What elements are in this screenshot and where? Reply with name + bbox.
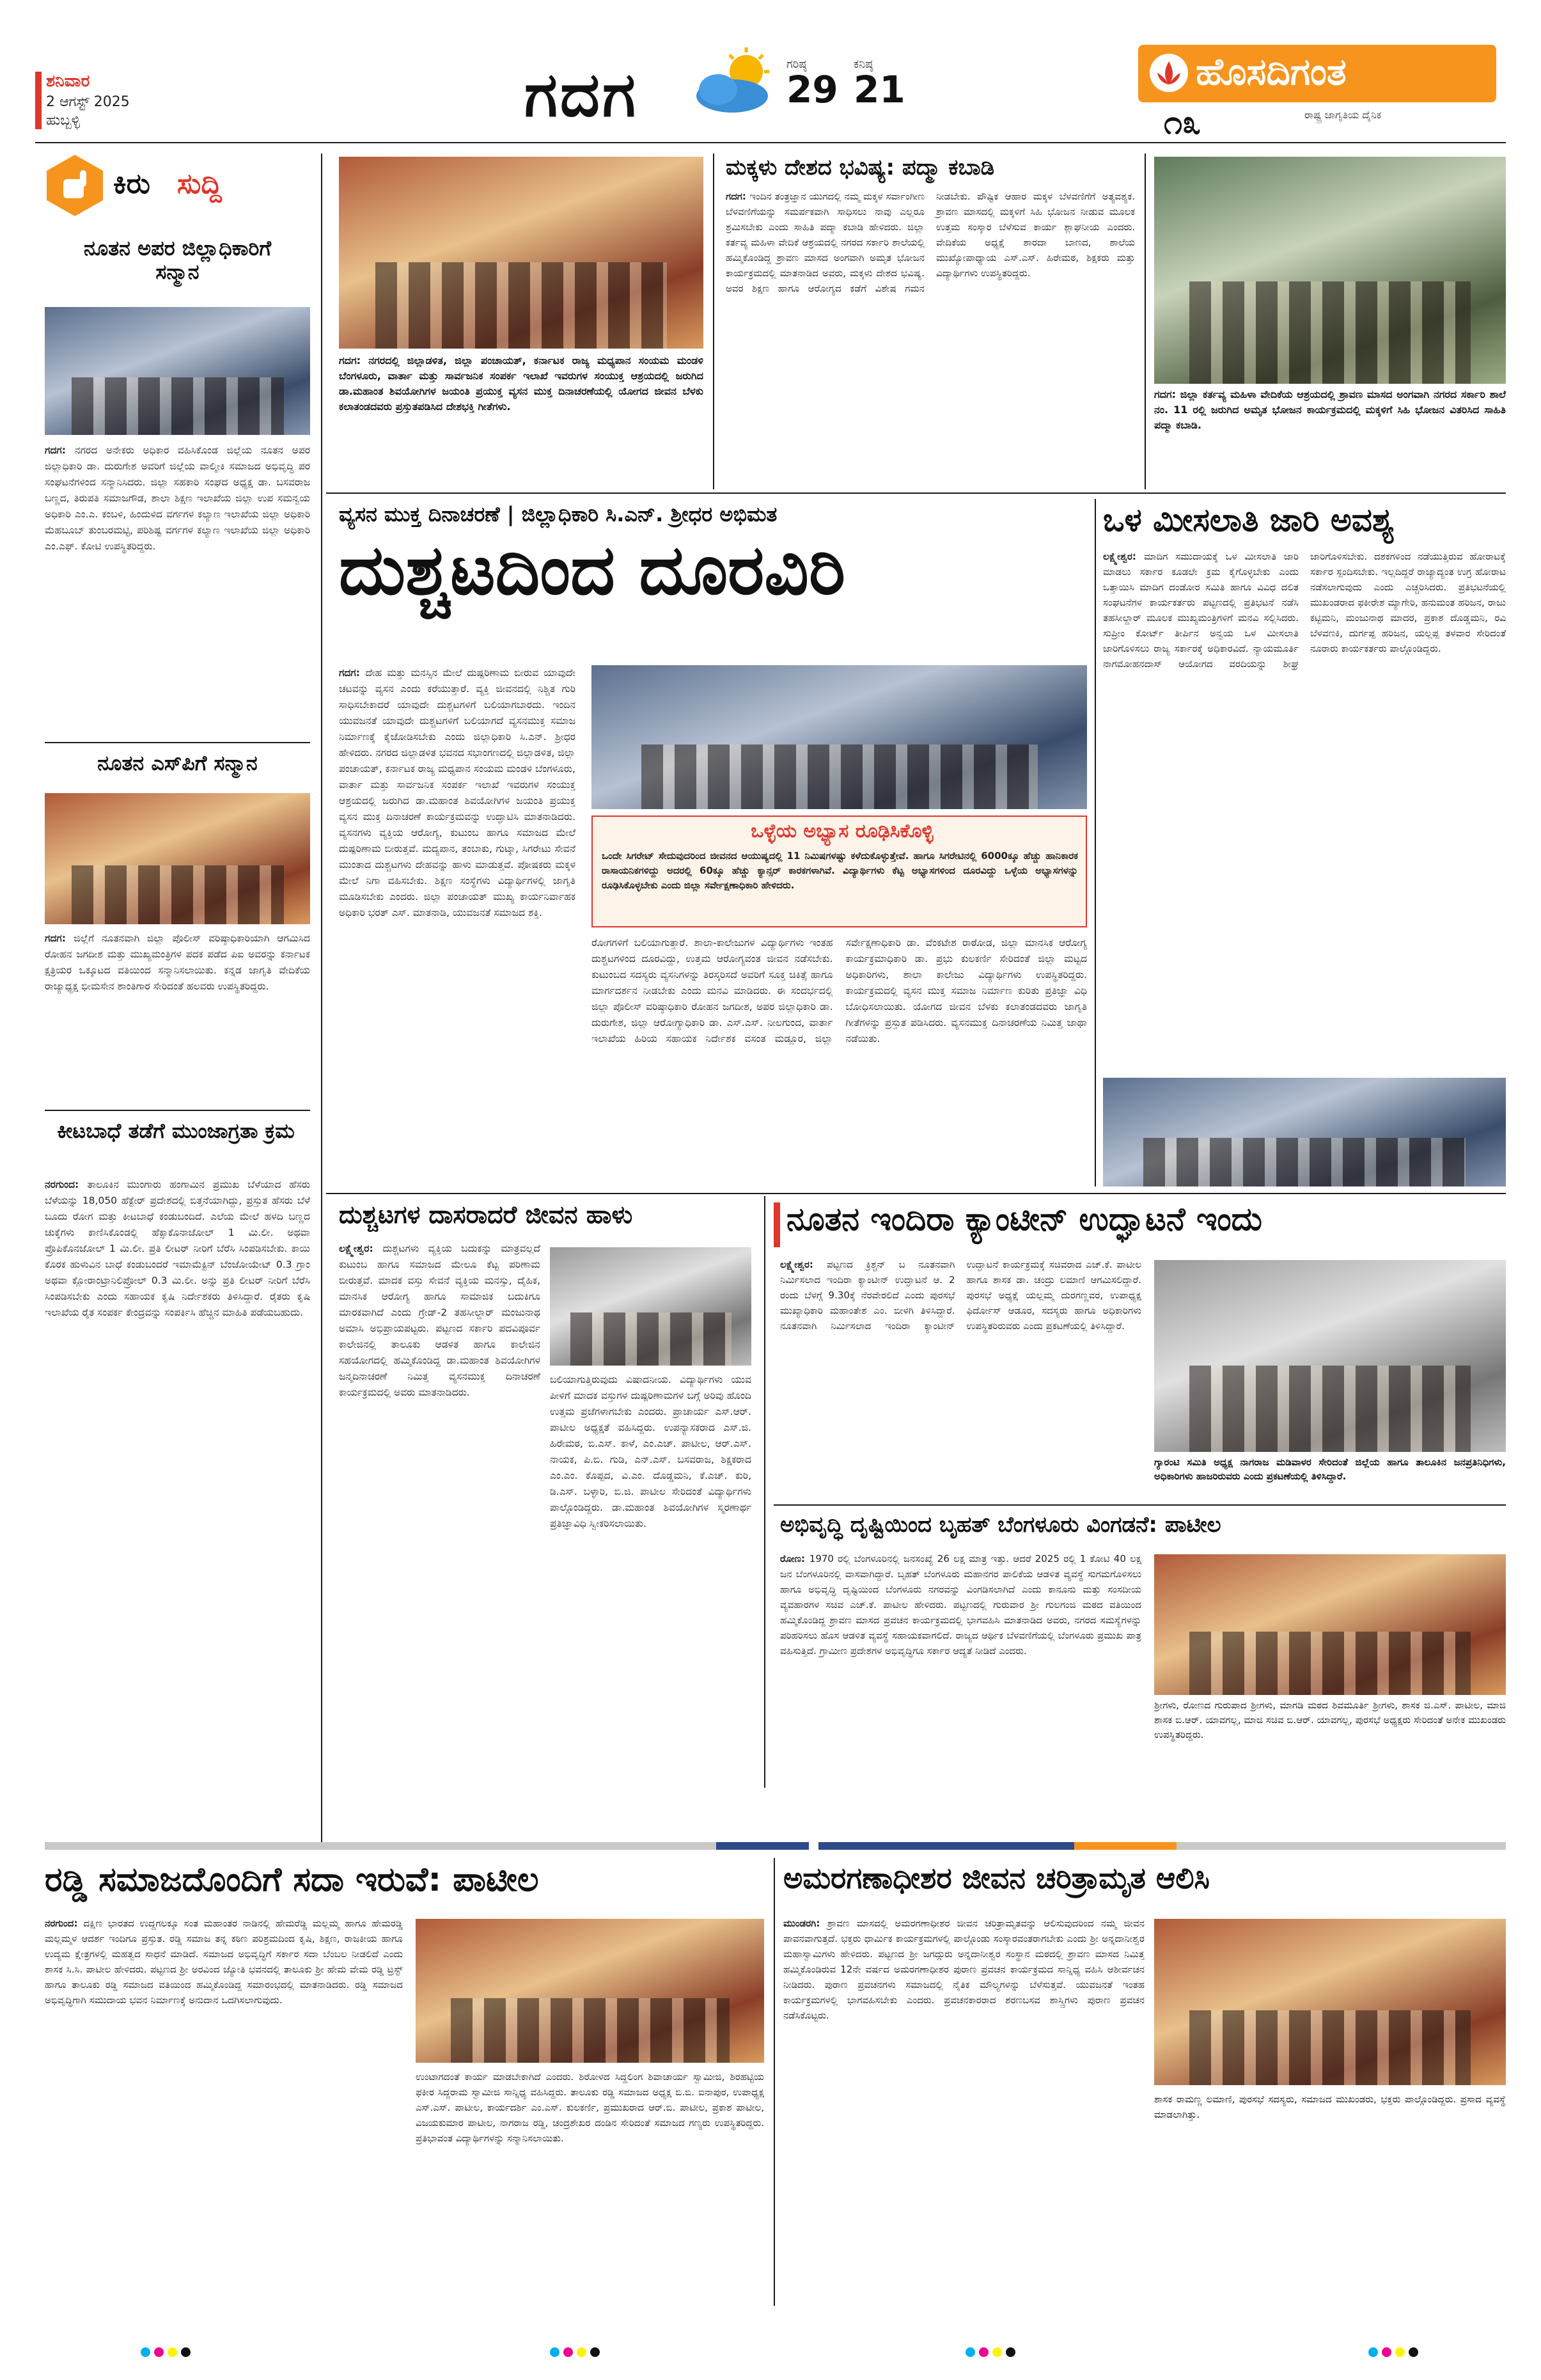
dateline: ನರಗುಂದ: (45, 1918, 84, 1929)
story-body: ದೇಹ ಮತ್ತು ಮನಸ್ಸಿನ ಮೇಲೆ ದುಷ್ಪರಿಣಾಮ ಬೀರುವ ಯಾವುದೇ ಚಟವನ್ನು ವ್ಯಸನ ಎಂದು ಕರೆಯುತ್ತಾರೆ. ವ್ಯಕ್ತಿ ಜೀವನದಲ್ಲಿ ನಿಶ್ಚಿತ ಗುರಿ ಸಾಧಿಸಬೇಕಾದರೆ ಯಾವುದೇ ದುಶ್ಚಟಗಳಿಗೆ ಬಲಿಯಾಗಬಾರದು. ಇಂದಿನ ಯುವಜನತೆ ಯಾವುದೇ ದುಶ್ಚಟಗಳಿಗೆ ಬಲಿಯಾಗದೆ ವ್ಯಸನಮುಕ್ತ ಸಮಾಜ ನಿರ್ಮಾಣಕ್ಕೆ ಕೈಜೋಡಿಸಬೇಕು ಎಂದು ಜಿಲ್ಲಾಧಿಕಾರಿ ಸಿ.ಎನ್. ಶ್ರೀಧರ ಹೇಳಿದರು. ನಗರದ ಜಿಲ್ಲಾಡಳಿತ ಭವನದ ಸಭಾಂಗಣದಲ್ಲಿ ಜಿಲ್ಲಾಡಳಿತ, ಜಿಲ್ಲಾ ಪಂಚಾಯತ್, ಕರ್ನಾಟಕ ರಾಜ್ಯ ಮಧ್ಯಪಾನ ಸಂಯಮ ಮಂಡಳಿ ಬೆಂಗಳೂರು, ವಾರ್ತಾ ಮತ್ತು ಸಾರ್ವಜನಿಕ ಸಂಪರ್ಕ ಇಲಾಖೆ ಇವರುಗಳ ಸಂಯುಕ್ತ ಆಶ್ರಯದಲ್ಲಿ ಜರುಗಿದ ಡಾ.ಮಹಾಂತ ಶಿವಯೋಗಿಗಳ ಜಯಂತಿ ಪ್ರಯುಕ್ತ ವ್ಯಸನ ಮುಕ್ತ ದಿನಾಚರಣೆ ಕಾರ್ಯಕ್ರಮವನ್ನು ಉದ್ಘಾಟಿಸಿ ಮಾತನಾಡಿದರು. ವ್ಯಸನಗಳು ವ್ಯಕ್ತಿಯ ಆರೋಗ್ಯ, ಕುಟುಂಬ ಹಾಗೂ ಸಮಾಜದ ಮೇಲೆ ದುಷ್ಪರಿಣಾಮ ಬೀರುತ್ತವೆ. ಮದ್ಯಪಾನ, ತಂಬಾಕು, ಗುಟ್ಕಾ, ಸಿಗರೇಟು ಸೇವನೆ ಮುಂತಾದ ದುಶ್ಚಟಗಳು ದೇಹವನ್ನು ಹಾಳು ಮಾಡುತ್ತವೆ. ಪೋಷಕರು ಮಕ್ಕಳ ಮೇಲೆ ನಿಗಾ ವಹಿಸಬೇಕು. ಶಿಕ್ಷಣ ಸಂಸ್ಥೆಗಳು ವಿದ್ಯಾರ್ಥಿಗಳಲ್ಲಿ ಜಾಗೃತಿ ಮೂಡಿಸಬೇಕು ಎಂದರು. ಜಿಲ್ಲಾ ಪಂಚಾಯತ್ ಮುಖ್ಯ ಕಾರ್ಯನಿರ್ವಾಹಕ ಅಧಿಕಾರಿ ಭರತ್ ಎಸ್. ಮಾತನಾಡಿ, ಯುವಜನತೆ ಸಮಾಜದ ಶಕ್ತಿ. (339, 667, 575, 918)
masthead-rule (35, 142, 1506, 143)
top-story-caption: ಗದಗ: ನಗರದಲ್ಲಿ ಜಿಲ್ಲಾಡಳಿತ, ಜಿಲ್ಲಾ ಪಂಚಾಯತ್, ಕರ್ನಾಟಕ ರಾಜ್ಯ ಮಧ್ಯಪಾನ ಸಂಯಮ ಮಂಡಳಿ ಬೆಂಗಳೂರು, ವಾರ್ತಾ ಮತ್ತು ಸಾರ್ವಜನಿಕ ಸಂಪರ್ಕ ಇಲಾಖೆ ಇವರುಗಳ ಸಂಯುಕ್ತ ಆಶ್ರಯದಲ್ಲಿ ಜರುಗಿದ ಡಾ.ಮಹಾಂತ ಶಿವಯೋಗಿಗಳ ಜಯಂತಿ ಪ್ರಯುಕ್ತ ವ್ಯಸನ ಮುಕ್ತ ದಿನಾಚರಣೆಯಲ್ಲಿ ಯೋಗದ ಜೀವನ ಬೆಳಕು ಕಲಾತಂಡದವರು ಪ್ರಸ್ತುತಪಡಿಸಿದ ದೇಶಭಕ್ತಿ ಗೀತೆಗಳು. (339, 354, 703, 413)
olameesalati-body (1103, 549, 1506, 1070)
kirusuddi-title-2: ನೂತನ ಎಸ್‌ಪಿಗೆ ಸನ್ಮಾನ (97, 751, 258, 775)
dateline: ಗದಗ: (45, 445, 75, 456)
column-divider (764, 1196, 765, 1788)
dateline: ಲಕ್ಷ್ಮೇಶ್ವರ: (1103, 551, 1145, 562)
story-body: ದುಶ್ಚಟಗಳು ವ್ಯಕ್ತಿಯ ಬದುಕನ್ನು ಮಾತ್ರವಲ್ಲದೆ ಕುಟುಂಬ ಹಾಗೂ ಸಮಾಜದ ಮೇಲೂ ಕೆಟ್ಟ ಪರಿಣಾಮ ಬೀರುತ್ತವೆ. ಮಾದಕ ವಸ್ತು ಸೇವನೆ ವ್ಯಕ್ತಿಯ ಮನಸ್ಸು, ದೈಹಿಕ, ಮಾನಸಿಕ ಆರೋಗ್ಯ ಹಾಗೂ ಸಾಮಾಜಿಕ ಬದುಕಿಗೂ ಮಾರಕವಾಗಿದೆ ಎಂದು ಗ್ರೇಡ್-2 ತಹಸೀಲ್ದಾರ್ ಮಂಜುನಾಥ ಅಮಾಸಿ ಅಭಿಪ್ರಾಯಪಟ್ಟರು. ಪಟ್ಟಣದ ಸರ್ಕಾರಿ ಪದವಿಪೂರ್ವ ಕಾಲೇಜಿನಲ್ಲಿ ತಾಲೂಕು ಆಡಳಿತ ಹಾಗೂ ಕಾಲೇಜಿನ ಸಹಯೋಗದಲ್ಲಿ ಹಮ್ಮಿಕೊಂಡಿದ್ದ ಡಾ.ಮಹಾಂತ ಶಿವಯೋಗಿಗಳ ಜನ್ಮದಿನಾಚರಣೆ ನಿಮಿತ್ತ ವ್ಯಸನಮುಕ್ತ ದಿನಾಚರಣೆ ಕಾರ್ಯಕ್ರಮದಲ್ಲಿ ಅವರು ಮಾತನಾಡಿದರು. (339, 1243, 540, 1398)
divider (45, 742, 310, 743)
canteen-title: ನೂತನ ಇಂದಿರಾ ಕ್ಯಾಂಟೀನ್ ಉದ್ಘಾಟನೆ ಇಂದು (786, 1201, 1262, 1238)
kirusuddi-column (35, 154, 320, 1855)
hand-icon (43, 154, 107, 217)
infobox-body: ಒಂದೇ ಸಿಗರೇಟ್ ಸೇದುವುದರಿಂದ ಜೀವನದ ಆಯುಷ್ಯದಲ್ಲಿ 11 ನಿಮಿಷಗಳಷ್ಟು ಕಳೆದುಕೊಳ್ಳುತ್ತೇವೆ. ಹಾಗೂ ಸಿಗರೇಟಿನಲ್ಲಿ 6000ಕ್ಕೂ ಹೆಚ್ಚು ಹಾನಿಕಾರಕ ರಾಸಾಯನಿಕಗಳಿದ್ದು ಅದರಲ್ಲಿ 60ಕ್ಕೂ ಹೆಚ್ಚು ಕ್ಯಾನ್ಸರ್ ಕಾರಕಗಳಾಗಿವೆ. ವಿದ್ಯಾರ್ಥಿಗಳು ಕೆಟ್ಟ ಅಭ್ಯಾಸಗಳಿಂದ ದೂರವಿದ್ದು ಒಳ್ಳೆಯ ಅಭ್ಯಾಸಗಳನ್ನು ರೂಢಿಸಿಕೊಳ್ಳಬೇಕು ಎಂದು ಜಿಲ್ಲಾ ಸರ್ವೇಕ್ಷಣಾಧಿಕಾರಿ ಹೇಳಿದರು. (602, 850, 1078, 891)
dateline: ಲಕ್ಷ್ಮೇಶ್ವರ: (339, 1243, 383, 1254)
story-body: ರೋಗಗಳಿಗೆ ಬಲಿಯಾಗುತ್ತಾರೆ. ಶಾಲಾ-ಕಾಲೇಜುಗಳ ವಿದ್ಯಾರ್ಥಿಗಳು ಇಂತಹ ದುಶ್ಚಟಗಳಿಂದ ದೂರವಿದ್ದು, ಉತ್ತಮ ಆರೋಗ್ಯವಂತ ಜೀವನ ನಡೆಸಬೇಕು. ಕುಟುಂಬದ ಸದಸ್ಯರು ವ್ಯಸನಿಗಳನ್ನು ತಿರಸ್ಕರಿಸದೆ ಅವರಿಗೆ ಸೂಕ್ತ ಚಿಕಿತ್ಸೆ ಹಾಗೂ ಮಾರ್ಗದರ್ಶನ ನೀಡಬೇಕು ಎಂದು ಮನವಿ ಮಾಡಿದರು. ಈ ಸಂದರ್ಭದಲ್ಲಿ ಜಿಲ್ಲಾ ಪೊಲೀಸ್ ವರಿಷ್ಠಾಧಿಕಾರಿ ರೋಹನ ಜಗದೀಶ, ಅಪರ ಜಿಲ್ಲಾಧಿಕಾರಿ ಡಾ. ದುರುಗೇಶ, ಜಿಲ್ಲಾ ಆರೋಗ್ಯಾಧಿಕಾರಿ ಡಾ. ಎಸ್.ಎಸ್. ನೀಲಗುಂದ, ವಾರ್ತಾ ಇಲಾಖೆಯ ಹಿರಿಯ ಸಹಾಯಕ ನಿರ್ದೇಶಕ ವಸಂತ ಮಡ್ಲೂರ, ಜಿಲ್ಲಾ ಸರ್ವೇಕ್ಷಣಾಧಿಕಾರಿ ಡಾ. ವೆಂಕಟೇಶ ರಾಠೋಡ, ಜಿಲ್ಲಾ ಮಾನಸಿಕ ಆರೋಗ್ಯ ಕಾರ್ಯಕ್ರಮಾಧಿಕಾರಿ ಡಾ. ಪ್ರಭು ಕುಲಕರ್ಣಿ ಸೇರಿದಂತೆ ಜಿಲ್ಲಾ ಮಟ್ಟದ ಅಧಿಕಾರಿಗಳು, ಶಾಲಾ ಕಾಲೇಜು ವಿದ್ಯಾರ್ಥಿಗಳು ಉಪಸ್ಥಿತರಿದ್ದರು. ಕಾರ್ಯಕ್ರಮದಲ್ಲಿ ವ್ಯಸನ ಮುಕ್ತ ಸಮಾಜ ನಿರ್ಮಾಣ ಕುರಿತು ಪ್ರತಿಜ್ಞಾ ವಿಧಿ ಬೋಧಿಸಲಾಯಿತು. ಯೋಗದ ಜೀವನ ಬೆಳಕು ಕಲಾತಂಡದವರು ಜಾಗೃತಿ ಗೀತೆಗಳನ್ನು ಪ್ರಸ್ತುತ ಪಡಿಸಿದರು. ವ್ಯಸನಮುಕ್ತ ದಿನಾಚರಣೆಯ ನಿಮಿತ್ತ ಜಾಥಾ ನಡೆಯಿತು. (591, 937, 1087, 1044)
max-temp: 29 (786, 68, 838, 111)
reddi-title: ರಡ್ಡಿ ಸಮಾಜದೊಂದಿಗೆ ಸದಾ ಇರುವೆ: ಪಾಟೀಲ (45, 1861, 539, 1899)
dushchata-col-1 (339, 1241, 540, 1785)
bengaluru-body (780, 1551, 1141, 1788)
min-temp-block (854, 58, 911, 111)
registration-dots-center-left (550, 2347, 600, 2357)
olameesalati-title: ಒಳ ಮೀಸಲಾತಿ ಜಾರಿ ಅವಶ್ಯ (1103, 501, 1395, 539)
page-number: ೧೩ (1164, 104, 1201, 142)
canteen-accent (774, 1202, 780, 1247)
registration-dots-left (141, 2347, 191, 2357)
canteen-photo (1154, 1260, 1506, 1452)
registration-dots-right (1368, 2347, 1418, 2357)
bengaluru-photo (1154, 1554, 1506, 1695)
brand-logo (1138, 45, 1496, 141)
dateline: ಗದಗ: (45, 933, 74, 944)
reddi-col-1 (45, 1916, 403, 2306)
story-body: ನಗರದ ಅನೇಕರು ಅಧಿಕಾರ ವಹಿಸಿಕೊಂಡ ಜಿಲ್ಲೆಯ ನೂತನ ಅಪರ ಜಿಲ್ಲಾಧಿಕಾರಿ ಡಾ. ದುರುಗೇಶ ಅವರಿಗೆ ಜಿಲ್ಲೆಯ ವಾಲ್ಮೀಕಿ ಸಮಾಜದ ಅಭಿವೃದ್ಧಿ ಪರ ಸಂಘಟನೆಗಳಿಂದ ಸನ್ಮಾನಿಸಿದರು. ಜಿಲ್ಲಾ ಸಹಕಾರಿ ಸಂಘದ ಅಧ್ಯಕ್ಷ ಡಾ. ಬಸವರಾಜ ಬಣ್ಣದ, ತಿರುಪತಿ ಸಮಾಜಗೌಡ, ಶಾಲಾ ಶಿಕ್ಷಣ ಇಲಾಖೆಯ ಜಿಲ್ಲಾ ಉಪ ಸಮನ್ವಯ ಅಧಿಕಾರಿ ಎಂ.ಎ. ಕಂಬಳಿ, ಹಿಂದುಳಿದ ವರ್ಗಗಳ ಕಲ್ಯಾಣ ಇಲಾಖೆಯ ಜಿಲ್ಲಾ ಅಧಿಕಾರಿ ಮೆಹಬೂಬ್ ತುಂಬರಮಟ್ಟಿ, ಪರಿಶಿಷ್ಟ ವರ್ಗಗಳ ಕಲ್ಯಾಣ ಇಲಾಖೆಯ ಜಿಲ್ಲಾ ಅಧಿಕಾರಿ ಎಂ.ಎಫ್. ಕೋಟಿ ಉಪಸ್ಥಿತರಿದ್ದರು. (45, 445, 310, 552)
bengaluru-title: ಅಭಿವೃದ್ಧಿ ದೃಷ್ಟಿಯಿಂದ ಬೃಹತ್ ಬೆಂಗಳೂರು ವಿಂಗಡನೆ: ಪಾಟೀಲ (780, 1512, 1221, 1538)
section-rule (326, 1193, 1506, 1194)
column-divider (774, 1858, 775, 2306)
olameesalati-photo (1103, 1078, 1506, 1186)
top-story-photo (339, 157, 703, 349)
story-body: ಮಾದಿಗ ಸಮುದಾಯಕ್ಕೆ ಒಳ ಮೀಸಲಾತಿ ಜಾರಿ ಮಾಡಲು ಸರ್ಕಾರ ಕೂಡಲೇ ಕ್ರಮ ಕೈಗೊಳ್ಳಬೇಕು ಎಂದು ಒತ್ತಾಯಿಸಿ ಮಾದಿಗ ದಂಡೋರ ಸಮಿತಿ ಹಾಗೂ ವಿವಿಧ ದಲಿತ ಸಂಘಟನೆಗಳ ಕಾರ್ಯಕರ್ತರು ಪಟ್ಟಣದಲ್ಲಿ ಪ್ರತಿಭಟನೆ ನಡೆಸಿ ತಹಸೀಲ್ದಾರ್ ಮೂಲಕ ಮುಖ್ಯಮಂತ್ರಿಗಳಿಗೆ ಮನವಿ ಸಲ್ಲಿಸಿದರು. ಸುಪ್ರೀಂ ಕೋರ್ಟ್ ತೀರ್ಪಿನ ಅನ್ವಯ ಒಳ ಮೀಸಲಾತಿ ಜಾರಿಗೊಳಿಸಲು ರಾಜ್ಯ ಸರ್ಕಾರಕ್ಕೆ ಅಧಿಕಾರವಿದೆ. ನ್ಯಾಯಮೂರ್ತಿ ನಾಗಮೋಹನದಾಸ್ ಆಯೋಗದ ವರದಿಯನ್ನು ಶೀಘ್ರ ಜಾರಿಗೊಳಿಸಬೇಕು. ದಶಕಗಳಿಂದ ನಡೆಯುತ್ತಿರುವ ಹೋರಾಟಕ್ಕೆ ಸರ್ಕಾರ ಸ್ಪಂದಿಸಬೇಕು. ಇಲ್ಲದಿದ್ದರೆ ರಾಜ್ಯಾದ್ಯಂತ ಉಗ್ರ ಹೋರಾಟ ನಡೆಸಲಾಗುವುದು ಎಂದು ಎಚ್ಚರಿಸಿದರು. ಪ್ರತಿಭಟನೆಯಲ್ಲಿ ಮುಖಂಡರಾದ ಫಕೀರೇಶ ಮ್ಯಾಗೇರಿ, ಹನುಮಂತ ಹರಿಜನ, ರಾಜು ಕಟ್ಟಿಮನಿ, ಮಂಜುನಾಥ ಮಾದರ, ಪ್ರಕಾಶ ದೊಡ್ಡಮನಿ, ರವಿ ಬೆಳವಣಕಿ, ದುರ್ಗಪ್ಪ ಹರಿಜನ, ಯಲ್ಲಪ್ಪ ತಳವಾರ ಸೇರಿದಂತೆ ನೂರಾರು ಕಾರ್ಯಕರ್ತರು ಪಾಲ್ಗೊಂಡಿದ್ದರು. (1103, 551, 1506, 670)
accent-bar-left (35, 72, 42, 129)
kirusuddi-photo-1 (45, 307, 310, 435)
reddi-col-2 (416, 2069, 764, 2306)
lead-col-1 (339, 665, 575, 1186)
kirusuddi-badge (43, 154, 305, 217)
kirusuddi-title-1: ನೂತನ ಅಪರ ಜಿಲ್ಲಾಧಿಕಾರಿಗೆ ಸನ್ಮಾನ (84, 236, 271, 284)
weather-icon (687, 45, 783, 122)
infobox-title: ಒಳ್ಳೆಯ ಅಭ್ಯಾಸ ರೂಢಿಸಿಕೊಳ್ಳಿ (751, 820, 934, 842)
date-label: 2 ಆಗಸ್ಟ್ 2025 (46, 94, 130, 110)
registration-dots-center-right (966, 2347, 1015, 2357)
kabadi-title: ಮಕ್ಕಳು ದೇಶದ ಭವಿಷ್ಯ: ಪದ್ಮಾ ಕಬಾಡಿ (726, 155, 995, 180)
section-title: ಗದಗ (524, 59, 638, 130)
kabadi-body (726, 189, 1135, 489)
dushchata-photo (550, 1247, 751, 1366)
dushchata-title: ದುಶ್ಚಟಗಳ ದಾಸರಾದರೆ ಜೀವನ ಹಾಳು (339, 1201, 633, 1229)
story-body: ಉಂಟಾಗದಂತೆ ಕಾರ್ಯ ಮಾಡಬೇಕಾಗಿದೆ ಎಂದರು. ಶಿರೋಳದ ಸಿದ್ದಲಿಂಗ ಶಿವಾಚಾರ್ಯ ಸ್ವಾಮೀಜಿ, ಶಿರಹಟ್ಟಿಯ ಫಕೀರ ಸಿದ್ದರಾಮ ಸ್ವಾಮೀಜಿ ಸಾನ್ನಿಧ್ಯ ವಹಿಸಿದ್ದರು. ತಾಲೂಕು ರಡ್ಡಿ ಸಮಾಜದ ಅಧ್ಯಕ್ಷ ಬಿ.ಬಿ. ಐನಾಪುರ, ಉಪಾಧ್ಯಕ್ಷ ಎಸ್.ಎಸ್. ಪಾಟೀಲ, ಕಾರ್ಯದರ್ಶಿ ಎಂ.ಎಸ್. ಕುಲಕರ್ಣಿ, ಪ್ರಮುಖರಾದ ಆರ್.ಬಿ. ಪಾಟೀಲ, ಪ್ರಕಾಶ ಪಾಟೀಲ, ವಿಜಯಕುಮಾರ ಪಾಟೀಲ, ನಾಗರಾಜ ರಡ್ಡಿ, ಚಂದ್ರಶೇಖರ ದಂಡಿನ ಸೇರಿದಂತೆ ಸಮಾಜದ ಗಣ್ಯರು ಉಪಸ್ಥಿತರಿದ್ದರು. ಪ್ರತಿಭಾವಂತ ವಿದ್ಯಾರ್ಥಿಗಳನ್ನು ಸನ್ಮಾನಿಸಲಾಯಿತು. (416, 2071, 764, 2144)
day-label: ಶನಿವಾರ (46, 72, 90, 91)
amaraganadheeshwara-photo (1154, 1919, 1506, 2085)
color-bar (45, 1842, 1506, 1850)
max-temp-block (786, 58, 844, 111)
column-divider (1145, 154, 1146, 489)
dateline: ನರಗುಂದ: (45, 1179, 88, 1190)
story-body: ಇಂದಿನ ತಂತ್ರಜ್ಞಾನ ಯುಗದಲ್ಲಿ ನಮ್ಮ ಮಕ್ಕಳ ಸರ್ವಾಂಗೀಣ ಬೆಳವಣಿಗೆಯನ್ನು ಸಮರ್ಪಕವಾಗಿ ಸಾಧಿಸಲು ನಾವು ಎಲ್ಲರೂ ಶ್ರಮಿಸಬೇಕು ಎಂದು ಸಾಹಿತಿ ಪದ್ಮಾ ಕಬಾಡಿ ಹೇಳಿದರು. ಜಿಲ್ಲಾ ಕರ್ತವ್ಯ ಮಹಿಳಾ ವೇದಿಕೆ ಆಶ್ರಯದಲ್ಲಿ ನಗರದ ಸರ್ಕಾರಿ ಶಾಲೆಯಲ್ಲಿ ಹಮ್ಮಿಕೊಂಡಿದ್ದ ಶ್ರಾವಣ ಮಾಸದ ಅಂಗವಾಗಿ ಅಮೃತ ಭೋಜನ ಕಾರ್ಯಕ್ರಮದಲ್ಲಿ ಮಾತನಾಡಿದ ಅವರು, ಮಕ್ಕಳು ದೇಶದ ಭವಿಷ್ಯ. ಅವರ ಶಿಕ್ಷಣ ಹಾಗೂ ಆರೋಗ್ಯದ ಕಡೆಗೆ ವಿಶೇಷ ಗಮನ ನೀಡಬೇಕು. ಪೌಷ್ಟಿಕ ಆಹಾರ ಮಕ್ಕಳ ಬೆಳವಣಿಗೆಗೆ ಅತ್ಯವಶ್ಯಕ. ಶ್ರಾವಣ ಮಾಸದಲ್ಲಿ ಮಕ್ಕಳಿಗೆ ಸಿಹಿ ಭೋಜನ ನೀಡುವ ಮೂಲಕ ಉತ್ತಮ ಸಂಸ್ಕಾರ ಬೆಳೆಸುವ ಕಾರ್ಯ ಶ್ಲಾಘನೀಯ ಎಂದರು. ವೇದಿಕೆಯ ಅಧ್ಯಕ್ಷೆ ಶಾರದಾ ಬಾಣದ, ಶಾಲೆಯ ಮುಖ್ಯೋಪಾಧ್ಯಾಯ ಎಸ್.ಎಸ್. ಹಿರೇಮಠ, ಶಿಕ್ಷಕರು ಮತ್ತು ವಿದ್ಯಾರ್ಥಿಗಳು ಉಪಸ್ಥಿತರಿದ್ದರು. (726, 191, 1135, 294)
amaraganadheeshwara-body (783, 1916, 1145, 2306)
lotus-icon (1150, 54, 1188, 92)
kirusuddi-title-3: ಕೀಟಬಾಧೆ ತಡೆಗೆ ಮುಂಜಾಗ್ರತಾ ಕ್ರಮ (57, 1119, 295, 1143)
amaraganadheeshwara-caption: ಶಾಸಕ ರಾಮಣ್ಣ ಲಮಾಣಿ, ಪುರಸಭೆ ಸದಸ್ಯರು, ಸಮಾಜದ ಮುಖಂಡರು, ಭಕ್ತರು ಪಾಲ್ಗೊಂಡಿದ್ದರು. ಪ್ರಸಾದ ವ್ಯವಸ್ಥೆ ಮಾಡಲಾಗಿತ್ತು. (1154, 2093, 1506, 2120)
max-label: ಗರಿಷ್ಠ (786, 58, 807, 71)
story-body: ತಾಲೂಕಿನ ಮುಂಗಾರು ಹಂಗಾಮಿನ ಪ್ರಮುಖ ಬೆಳೆಯಾದ ಹೆಸರು ಬೆಳೆಯನ್ನು 18,050 ಹೆಕ್ಟೇರ್ ಪ್ರದೇಶದಲ್ಲಿ ಬಿತ್ತನೆಯಾಗಿದ್ದು, ಪ್ರಸ್ತುತ ಹೆಸರು ಬೆಳೆ ಬೂದು ರೋಗ ಮತ್ತು ಕೀಟಬಾಧೆ ಕಂಡುಬಂದಿದೆ. ಎಲೆಯ ಮೇಲೆ ಹಳದಿ ಬಣ್ಣದ ಚುಕ್ಕೆಗಳು ಕಾಣಿಸಿಕೊಂಡಲ್ಲಿ ಹೆಕ್ಸಾಕೊನಾಜೋಲ್ 1 ಮಿ.ಲೀ. ಅಥವಾ ಪ್ರೊಪಿಕೊನಜೋಲ್ 1 ಮಿ.ಲೀ. ಪ್ರತಿ ಲೀಟರ್ ನೀರಿಗೆ ಬೆರೆಸಿ ಸಿಂಪಡಿಸಬೇಕು. ಕಾಯಿ ಕೊರಕ ಹುಳುವಿನ ಬಾಧೆ ಕಂಡುಬಂದರೆ ಇಮಾಮೆಕ್ಟಿನ್ ಬೆಂಜೋಯೇಟ್ 0.3 ಗ್ರಾಂ ಅಥವಾ ಕ್ಲೋರಾಂಟ್ರಾನಿಲಿಪ್ರೋಲ್ 0.3 ಮಿ.ಲೀ. ಅನ್ನು ಪ್ರತಿ ಲೀಟರ್ ನೀರಿಗೆ ಬೆರೆಸಿ ಸಿಂಪಡಿಸಬೇಕು ಎಂದು ಸಹಾಯಕ ಕೃಷಿ ನಿರ್ದೇಶಕರು ತಿಳಿಸಿದ್ದಾರೆ. ರೈತರು ಕೃಷಿ ಇಲಾಖೆಯ ರೈತ ಸಂಪರ್ಕ ಕೇಂದ್ರವನ್ನು ಸಂಪರ್ಕಿಸಿ ಹೆಚ್ಚಿನ ಮಾಹಿತಿ ಪಡೆಯಬಹುದು. (45, 1179, 310, 1318)
lead-kicker: ವ್ಯಸನ ಮುಕ್ತ ದಿನಾಚರಣೆ | ಜಿಲ್ಲಾಧಿಕಾರಿ ಸಿ.ಎನ್. ಶ್ರೀಧರ ಅಭಿಮತ (339, 502, 778, 526)
kiru-label: ಕಿರು (113, 168, 150, 200)
school-photo (1154, 157, 1506, 384)
city-label: ಹುಬ್ಬಳ್ಳಿ (46, 113, 81, 129)
dateline: ಗದಗ: (726, 191, 750, 202)
kirusuddi-body-2 (45, 931, 310, 1103)
story-body: ದಕ್ಷಿಣ ಭಾರತದ ಉದ್ದಗಲಕ್ಕೂ ಸಂತ ಮಹಾಂತರ ನಾಡಿನಲ್ಲಿ ಹೇಮರೆಡ್ಡಿ ಮಲ್ಲಮ್ಮ ಹಾಗೂ ಹೇಮರಡ್ಡಿ ಮಲ್ಲಮ್ಮಳ ಆದರ್ಶ ಇಂದಿಗೂ ಪ್ರಸ್ತುತ. ರಡ್ಡಿ ಸಮಾಜ ತನ್ನ ಕಠಿಣ ಪರಿಶ್ರಮದಿಂದ ಕೃಷಿ, ಶಿಕ್ಷಣ, ರಾಜಕೀಯ ಹಾಗೂ ಉದ್ಯಮ ಕ್ಷೇತ್ರಗಳಲ್ಲಿ ಮಹತ್ವದ ಸಾಧನೆ ಮಾಡಿದೆ. ಸಮಾಜದ ಅಭಿವೃದ್ಧಿಗೆ ಸರ್ಕಾರ ಸದಾ ಬೆಂಬಲ ನೀಡಲಿದೆ ಎಂದು ಶಾಸಕ ಸಿ.ಸಿ. ಪಾಟೀಲ ಹೇಳಿದರು. ಪಟ್ಟಣದ ಶ್ರೀ ಅರವಿಂದ ಜ್ಯೋತಿ ಭವನದಲ್ಲಿ ತಾಲೂಕು ಶ್ರೀ ಹೇಮ ವೇಮ ರಡ್ಡಿ ಟ್ರಸ್ಟ್ ಹಾಗೂ ತಾಲೂಕು ರಡ್ಡಿ ಸಮಾಜದ ವತಿಯಿಂದ ಹಮ್ಮಿಕೊಂಡಿದ್ದ ಸಮಾರಂಭದಲ್ಲಿ ಮಾತನಾಡಿದರು. ರಡ್ಡಿ ಸಮಾಜದ ಅಭಿವೃದ್ಧಿಗಾಗಿ ಸಮುದಾಯ ಭವನ ನಿರ್ಮಾಣಕ್ಕೆ ಅನುದಾನ ಒದಗಿಸಲಾಗುವುದು. (45, 1918, 403, 2006)
story-body: 1970 ರಲ್ಲಿ ಬೆಂಗಳೂರಿನಲ್ಲಿ ಜನಸಂಖ್ಯೆ 26 ಲಕ್ಷ ಮಾತ್ರ ಇತ್ತು. ಆದರೆ 2025 ರಲ್ಲಿ 1 ಕೋಟಿ 40 ಲಕ್ಷ ಜನ ಬೆಂಗಳೂರಿನಲ್ಲಿ ವಾಸವಾಗಿದ್ದಾರೆ. ಬೃಹತ್ ಬೆಂಗಳೂರು ಮಹಾನಗರ ಪಾಲಿಕೆಯ ಆಡಳಿತ ವ್ಯವಸ್ಥೆ ಸುಗಮಗೊಳಿಸಲು ಹಾಗೂ ಅಭಿವೃದ್ಧಿ ದೃಷ್ಟಿಯಿಂದ ಬೆಂಗಳೂರು ನಗರವನ್ನು ವಿಂಗಡಿಸಲಾಗಿದೆ ಎಂದು ಕಾನೂನು ಮತ್ತು ಸಂಸದೀಯ ವ್ಯವಹಾರಗಳ ಸಚಿವ ಎಚ್.ಕೆ. ಪಾಟೀಲ ಹೇಳಿದರು. ಪಟ್ಟಣದಲ್ಲಿ ಗುರುವಾರ ಶ್ರೀ ಗುಲಗಂಜಿ ಮಠದ ವತಿಯಿಂದ ಹಮ್ಮಿಕೊಂಡಿದ್ದ ಶ್ರಾವಣ ಮಾಸದ ಪ್ರವಚನ ಕಾರ್ಯಕ್ರಮದಲ್ಲಿ ಭಾಗವಹಿಸಿ ಮಾತನಾಡಿದ ಅವರು, ನಗರದ ಸಮಸ್ಯೆಗಳನ್ನು ಪರಿಹರಿಸಲು ಹೊಸ ಆಡಳಿತ ವ್ಯವಸ್ಥೆ ಸಹಾಯಕವಾಗಲಿದೆ. ರಾಜ್ಯದ ಆರ್ಥಿಕ ಬೆಳವಣಿಗೆಯಲ್ಲಿ ಬೆಂಗಳೂರು ಪ್ರಮುಖ ಪಾತ್ರ ವಹಿಸುತ್ತಿದೆ. ಗ್ರಾಮೀಣ ಪ್ರದೇಶಗಳ ಅಭಿವೃದ್ಧಿಗೂ ಸರ್ಕಾರ ಆದ್ಯತೆ ನೀಡಿದೆ ಎಂದರು. (780, 1553, 1141, 1657)
canteen-body (780, 1257, 1141, 1493)
story-body: ಜಿಲ್ಲೆಗೆ ನೂತನವಾಗಿ ಜಿಲ್ಲಾ ಪೊಲೀಸ್ ವರಿಷ್ಠಾಧಿಕಾರಿಯಾಗಿ ಆಗಮಿಸಿದ ರೋಹನ ಜಗದೀಶ ಮತ್ತು ಮುಖ್ಯಮಂತ್ರಿಗಳ ಪದಕ ಪಡೆದ ಪಿಐ ಅವರನ್ನು ಕರ್ನಾಟಕ ಕ್ಷತ್ರಿಯರ ಒಕ್ಕೂಟದ ವತಿಯಿಂದ ಸನ್ಮಾನಿಸಲಾಯಿತು. ಕನ್ನಡ ಜಾಗೃತಿ ವೇದಿಕೆಯ ರಾಜ್ಯಾಧ್ಯಕ್ಷ ಭೀಮಸೇನ ಶಾಂತಿಗಾರ ಸೇರಿದಂತೆ ಹಲವರು ಉಪಸ್ಥಿತರಿದ್ದರು. (45, 933, 310, 992)
bengaluru-caption: ಶ್ರೀಗಳು, ರೋಣದ ಗುರುಪಾದ ಶ್ರೀಗಳು, ಮಾಗಡಿ ಮಠದ ಶಿವಮೂರ್ತಿ ಶ್ರೀಗಳು, ಶಾಸಕ ಜಿ.ಎಸ್. ಪಾಟೀಲ, ಮಾಜಿ ಶಾಸಕ ಬಿ.ಆರ್. ಯಾವಗಲ್ಲ, ಮಾಜಿ ಸಚಿವ ಬಿ.ಆರ್. ಯಾವಗಲ್ಲ, ಪುರಸಭೆ ಅಧ್ಯಕ್ಷರು ಸೇರಿದಂತೆ ಅನೇಕ ಮುಖಂಡರು ಉಪಸ್ಥಿತರಿದ್ದರು. (1154, 1699, 1506, 1740)
column-divider (713, 154, 714, 489)
school-caption: ಗದಗ: ಜಿಲ್ಲಾ ಕರ್ತವ್ಯ ಮಹಿಳಾ ವೇದಿಕೆಯ ಆಶ್ರಯದಲ್ಲಿ ಶ್ರಾವಣ ಮಾಸದ ಅಂಗವಾಗಿ ನಗರದ ಸರ್ಕಾರಿ ಶಾಲೆ ನಂ. 11 ರಲ್ಲಿ ಜರುಗಿದ ಅಮೃತ ಭೋಜನ ಕಾರ್ಯಕ್ರಮದಲ್ಲಿ ಮಕ್ಕಳಿಗೆ ಸಿಹಿ ಭೋಜನ ವಿತರಿಸಿದ ಸಾಹಿತಿ ಪದ್ಮಾ ಕಬಾಡಿ. (1154, 388, 1506, 431)
canteen-caption: ಗ್ಯಾರಂಟಿ ಸಮಿತಿ ಅಧ್ಯಕ್ಷ ನಾಗರಾಜ ಮಡಿವಾಳರ ಸೇರಿದಂತೆ ಜಿಲ್ಲೆಯ ಹಾಗೂ ತಾಲೂಕಿನ ಜನಪ್ರತಿನಿಧಿಗಳು, ಅಧಿಕಾರಿಗಳು ಹಾಜರಿರುವರು ಎಂದು ಪ್ರಕಟಣೆಯಲ್ಲಿ ತಿಳಿಸಿದ್ದಾರೆ. (1154, 1456, 1506, 1482)
story-body: ಬಲಿಯಾಗುತ್ತಿರುವುದು ವಿಷಾದನೀಯ. ವಿದ್ಯಾರ್ಥಿಗಳು ಯುವ ಪೀಳಿಗೆ ಮಾದಕ ವಸ್ತುಗಳ ದುಷ್ಪರಿಣಾಮಗಳ ಬಗ್ಗೆ ಅರಿವು ಹೊಂದಿ ಉತ್ತಮ ಪ್ರಜೆಗಳಾಗಬೇಕು ಎಂದರು. ಪ್ರಾಚಾರ್ಯ ಎಸ್.ಆರ್. ಪಾಟೀಲ ಅಧ್ಯಕ್ಷತೆ ವಹಿಸಿದ್ದರು. ಉಪನ್ಯಾಸಕರಾದ ಎಸ್.ಜಿ. ಹಿರೇಮಠ, ಬಿ.ಎಸ್. ಕಾಳೆ, ಎಂ.ಎಚ್. ಪಾಟೀಲ, ಆರ್.ಎಸ್. ನಾಯಕ, ಪಿ.ಬಿ. ಗುಡಿ, ಎನ್.ಎಸ್. ಬಸವರಾಜ, ಶಿಕ್ಷಕರಾದ ಎಂ.ಎಂ. ಕೊಪ್ಪದ, ವಿ.ಎಂ. ದೊಡ್ಡಮನಿ, ಕೆ.ಎಚ್. ಕುರಿ, ಡಿ.ಎಸ್. ಬಳ್ಳಾರಿ, ಬಿ.ಜಿ. ಪಾಟೀಲ ಸೇರಿದಂತೆ ವಿದ್ಯಾರ್ಥಿಗಳು ಪಾಲ್ಗೊಂಡಿದ್ದರು. ಡಾ.ಮಹಾಂತ ಶಿವಯೋಗಿಗಳ ಸ್ಮರಣಾರ್ಥ ಪ್ರತಿಜ್ಞಾವಿಧಿ ಸ್ವೀಕರಿಸಲಾಯಿತು. (550, 1374, 751, 1529)
story-body: ಶ್ರಾವಣ ಮಾಸದಲ್ಲಿ ಅಮರಗಣಾಧೀಶರ ಜೀವನ ಚರಿತ್ರಾಮೃತವನ್ನು ಆಲಿಸುವುದರಿಂದ ನಮ್ಮ ಜೀವನ ಪಾವನವಾಗುತ್ತದೆ. ಭಕ್ತರು ಧಾರ್ಮಿಕ ಕಾರ್ಯಕ್ರಮಗಳಲ್ಲಿ ಪಾಲ್ಗೊಂಡು ಸಂಸ್ಕಾರವಂತರಾಗಬೇಕು ಎಂದು ಶ್ರೀ ಅನ್ನದಾನೀಶ್ವರ ಮಹಾಸ್ವಾಮಿಗಳು ಹೇಳಿದರು. ಪಟ್ಟಣದ ಶ್ರೀ ಜಗದ್ಗುರು ಅನ್ನದಾನೀಶ್ವರ ಸಂಸ್ಥಾನ ಮಠದಲ್ಲಿ ಶ್ರಾವಣ ಮಾಸದ ನಿಮಿತ್ತ ಹಮ್ಮಿಕೊಂಡಿರುವ 12ನೇ ವರ್ಷದ ಅಮರಗಣಾಧೀಶರ ಪುರಾಣ ಪ್ರವಚನ ಕಾರ್ಯಕ್ರಮದ ಸಾನ್ನಿಧ್ಯ ವಹಿಸಿ ಆಶೀರ್ವಚನ ನೀಡಿದರು. ಪುರಾಣ ಪ್ರವಚನಗಳು ಸಮಾಜದಲ್ಲಿ ನೈತಿಕ ಮೌಲ್ಯಗಳನ್ನು ಬೆಳೆಸುತ್ತವೆ. ಯುವಜನತೆ ಇಂತಹ ಕಾರ್ಯಕ್ರಮಗಳಲ್ಲಿ ಭಾಗವಹಿಸಬೇಕು ಎಂದರು. ಪ್ರವಚನಕಾರರಾದ ಶರಣಬಸವ ಶಾಸ್ತ್ರಿಗಳು ಪುರಾಣ ಪ್ರವಚನ ನಡೆಸಿಕೊಟ್ಟರು. (783, 1918, 1145, 2021)
suddi-label: ಸುದ್ದಿ (177, 168, 222, 200)
section-rule (774, 1504, 1506, 1506)
kirusuddi-body-3 (45, 1177, 310, 1848)
brand-name: ಹೊಸದಿಗಂತ (1196, 50, 1347, 93)
dateline: ಗದಗ: (339, 667, 366, 679)
lead-infobox (591, 816, 1087, 927)
dateline: ರೋಣ: (780, 1553, 810, 1564)
lead-photo (591, 665, 1087, 809)
lead-col-2 (591, 935, 1087, 1186)
lead-headline: ದುಶ್ಚಟದಿಂದ ದೂರವಿರಿ (339, 530, 845, 610)
dushchata-col-2 (550, 1372, 751, 1785)
dateline: ಮುಂಡರಗಿ: (783, 1918, 828, 1929)
section-rule (326, 493, 1506, 494)
story-body: ಪಟ್ಟಣದ ಕ್ರಿಶ್ಚನ್ ಬ ನೂತನವಾಗಿ ನಿರ್ಮಿಸಲಾದ ಇಂದಿರಾ ಕ್ಯಾಂಟೀನ್ ಉದ್ಘಾಟನೆ ಆ. 2 ರಂದು ಬೆಳಗ್ಗೆ 9.30ಕ್ಕೆ ನೆರವೇರಲಿದೆ ಎಂದು ಪುರಸಭೆ ಮುಖ್ಯಾಧಿಕಾರಿ ಮಹಾಂತೇಶ ಎಂ. ಬೀಳಗಿ ತಿಳಿಸಿದ್ದಾರೆ. ನೂತನವಾಗಿ ನಿರ್ಮಿಸಲಾದ ಇಂದಿರಾ ಕ್ಯಾಂಟೀನ್ ಉದ್ಘಾಟನೆ ಕಾರ್ಯಕ್ರಮಕ್ಕೆ ಸಚಿವರಾದ ಎಚ್.ಕೆ. ಪಾಟೀಲ ಹಾಗೂ ಶಾಸಕ ಡಾ. ಚಂದ್ರು ಲಮಾಣಿ ಆಗಮಿಸಲಿದ್ದಾರೆ. ಪುರಸಭೆ ಅಧ್ಯಕ್ಷೆ ಯಲ್ಲಮ್ಮ ದುರಗಣ್ಣವರ, ಉಪಾಧ್ಯಕ್ಷ ಫಿರ್ದೋಸ್ ಆಡೂರ, ಸದಸ್ಯರು ಹಾಗೂ ಅಧಿಕಾರಿಗಳು ಉಪಸ್ಥಿತರಿರುವರು ಎಂದು ಪ್ರಕಟಣೆಯಲ್ಲಿ ತಿಳಿಸಿದ್ದಾರೆ. (780, 1259, 1141, 1332)
dateline: ಲಕ್ಷ್ಮೇಶ್ವರ: (780, 1259, 827, 1270)
divider (45, 1110, 310, 1111)
date-block (46, 72, 187, 129)
min-label: ಕನಿಷ್ಠ (854, 58, 873, 71)
kirusuddi-body-1 (45, 443, 310, 734)
min-temp: 21 (854, 68, 905, 111)
brand-tagline: ರಾಷ್ಟ್ರ ಜಾಗೃತಿಯ ದೈನಿಕ (1304, 109, 1382, 121)
column-divider (1095, 499, 1096, 1186)
reddi-photo (416, 1919, 764, 2063)
amaraganadheeshwara-title: ಅಮರಗಣಾಧೀಶರ ಜೀವನ ಚರಿತ್ರಾಮೃತ ಆಲಿಸಿ (783, 1861, 1210, 1895)
kirusuddi-photo-2 (45, 793, 310, 924)
masthead (0, 0, 1541, 144)
column-divider (321, 154, 322, 1848)
